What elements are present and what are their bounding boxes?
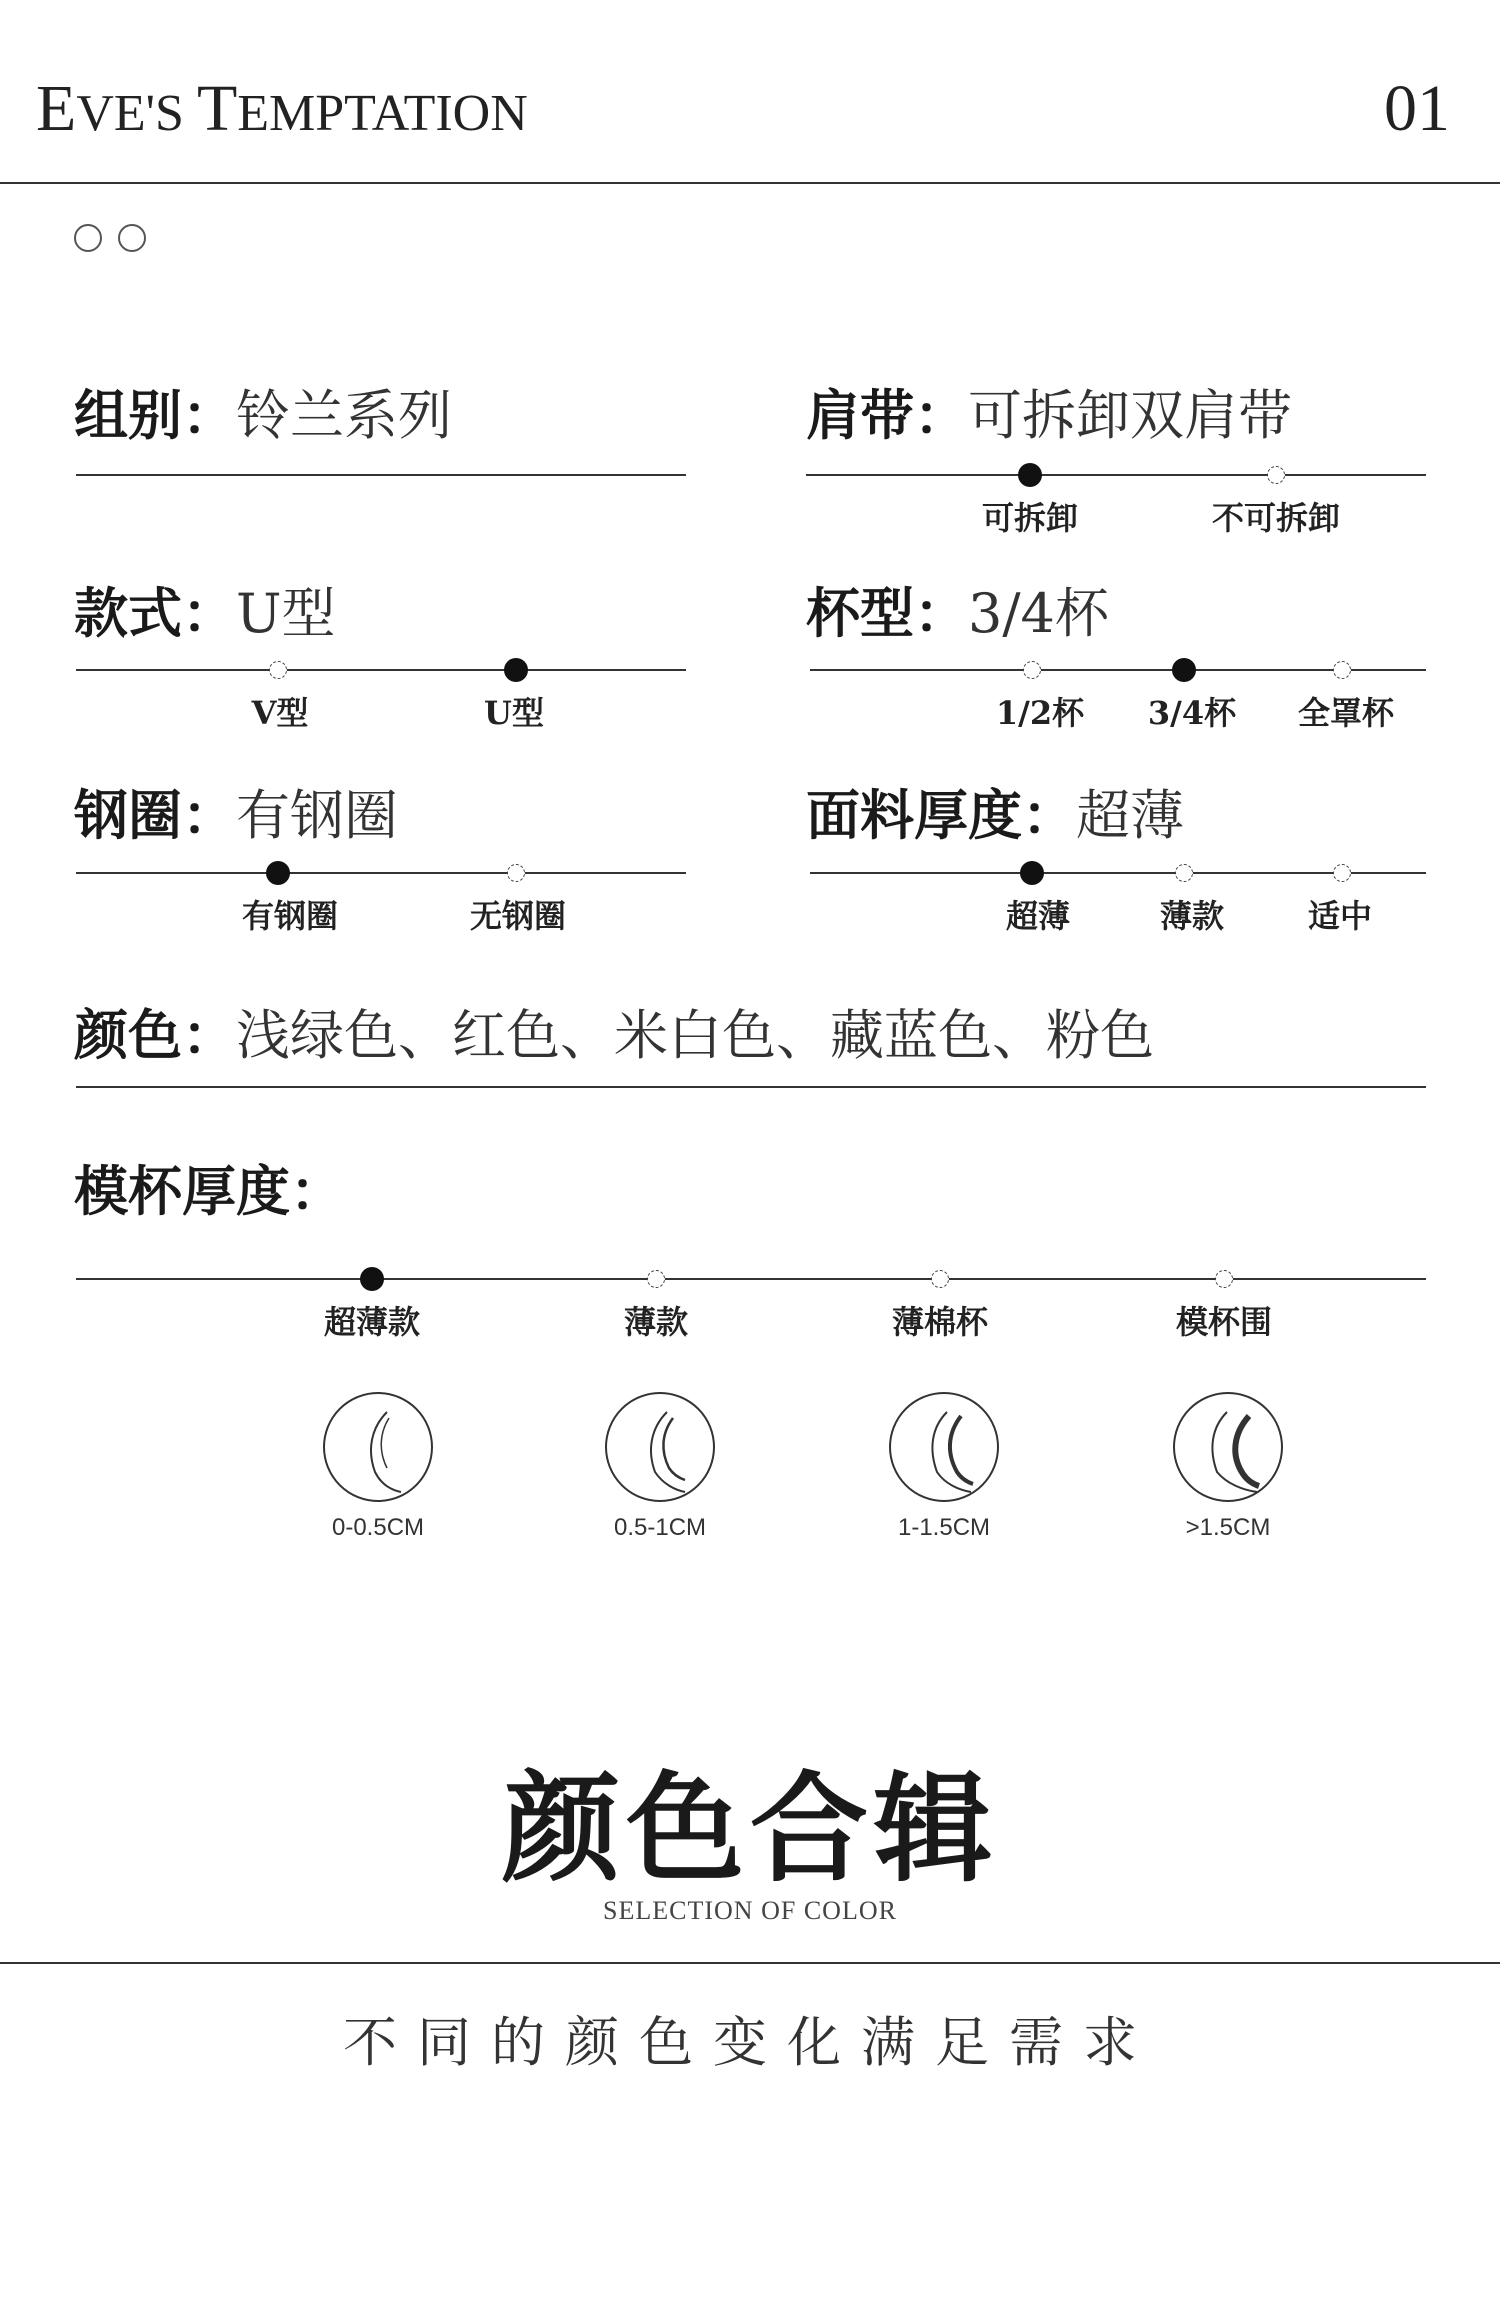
spec-mold: 模杯厚度： xyxy=(74,1159,344,1223)
mold-option-label: 薄款 xyxy=(623,1303,689,1341)
brand-logo: EVE'S TEMPTATION xyxy=(36,72,528,145)
strap-track xyxy=(806,474,1426,476)
cup-size-label: 1-1.5CM xyxy=(897,1514,991,1541)
cup-option-selected-icon xyxy=(1172,658,1196,682)
cup-option-label: 全罩杯 xyxy=(1297,694,1395,732)
cup-option-icon xyxy=(1023,661,1041,679)
fabric-option-label: 超薄 xyxy=(1005,897,1071,935)
spec-group: 组别：铃兰系列 xyxy=(74,383,452,447)
mold-option-icon xyxy=(931,1270,949,1288)
decor-circle-icon xyxy=(74,224,102,252)
wire-track xyxy=(76,872,686,874)
cup-size-label: >1.5CM xyxy=(1185,1514,1271,1541)
style-option-label: U型 xyxy=(484,694,544,732)
fabric-option-icon xyxy=(1175,864,1193,882)
section-tagline: 不同的颜色变化满足需求 xyxy=(343,2011,1157,2074)
decor-circle-icon xyxy=(118,224,146,252)
cup-thickness-icon xyxy=(889,1392,999,1502)
strap-option-selected-icon xyxy=(1018,463,1042,487)
mold-option-label: 模杯围 xyxy=(1175,1303,1273,1341)
wire-option-icon xyxy=(507,864,525,882)
spec-fabric: 面料厚度：超薄 xyxy=(806,783,1184,847)
section-subtitle: SELECTION OF COLOR xyxy=(603,1896,897,1925)
fabric-option-selected-icon xyxy=(1020,861,1044,885)
spec-color: 颜色：浅绿色、红色、米白色、藏蓝色、粉色 xyxy=(74,1003,1154,1067)
cup-thickness-icon xyxy=(605,1392,715,1502)
wire-option-selected-icon xyxy=(266,861,290,885)
style-track xyxy=(76,669,686,671)
fabric-option-label: 适中 xyxy=(1307,897,1373,935)
fabric-option-label: 薄款 xyxy=(1159,897,1225,935)
mold-option-icon xyxy=(1215,1270,1233,1288)
cup-thickness-icon xyxy=(1173,1392,1283,1502)
mold-option-selected-icon xyxy=(360,1267,384,1291)
color-underline xyxy=(76,1086,1426,1088)
strap-option-label: 可拆卸 xyxy=(981,499,1079,537)
group-underline xyxy=(76,474,686,476)
header-divider xyxy=(0,182,1500,184)
cup-size-label: 0.5-1CM xyxy=(613,1514,707,1541)
spec-strap: 肩带：可拆卸双肩带 xyxy=(806,383,1292,447)
style-option-label: V型 xyxy=(251,694,309,732)
page-number: 01 xyxy=(1384,72,1450,145)
wire-option-label: 无钢圈 xyxy=(469,897,567,935)
mold-option-icon xyxy=(647,1270,665,1288)
cup-thickness-icon xyxy=(323,1392,433,1502)
section-divider xyxy=(0,1962,1500,1964)
wire-option-label: 有钢圈 xyxy=(241,897,339,935)
strap-option-label: 不可拆卸 xyxy=(1211,499,1341,537)
mold-option-label: 超薄款 xyxy=(323,1303,421,1341)
style-option-selected-icon xyxy=(504,658,528,682)
section-title: 颜色合辑 xyxy=(501,1759,998,1898)
cup-option-icon xyxy=(1333,661,1351,679)
spec-cup: 杯型：3/4杯 xyxy=(806,581,1109,645)
fabric-option-icon xyxy=(1333,864,1351,882)
cup-size-label: 0-0.5CM xyxy=(331,1514,425,1541)
cup-option-label: 1/2杯 xyxy=(995,694,1085,732)
style-option-icon xyxy=(269,661,287,679)
cup-option-label: 3/4杯 xyxy=(1147,694,1237,732)
strap-option-icon xyxy=(1267,466,1285,484)
mold-option-label: 薄棉杯 xyxy=(891,1303,989,1341)
spec-wire: 钢圈：有钢圈 xyxy=(74,783,398,847)
spec-style: 款式：U型 xyxy=(74,581,336,645)
